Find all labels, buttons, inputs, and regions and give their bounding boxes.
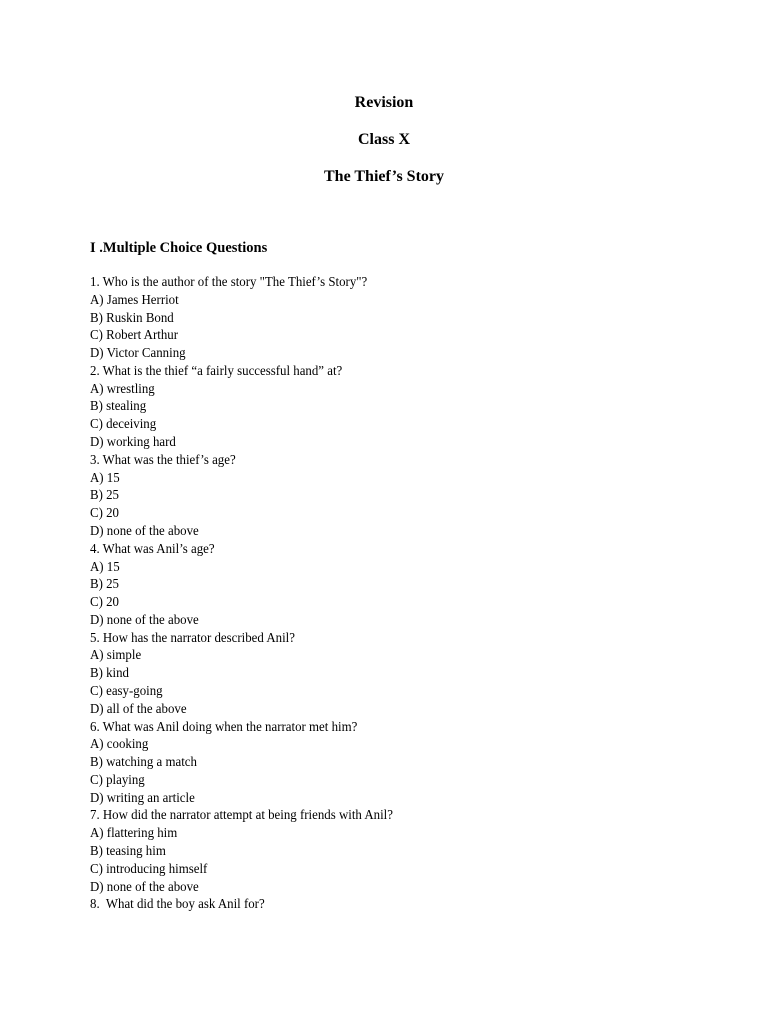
answer-option: D) working hard <box>90 435 176 451</box>
section-heading: I .Multiple Choice Questions <box>90 240 268 256</box>
answer-option: B) teasing him <box>90 844 166 859</box>
question-text: 5. How has the narrator described Anil? <box>90 630 295 646</box>
answer-option: B) stealing <box>90 399 147 415</box>
question-text: 8. What did the boy ask Anil for? <box>90 897 265 913</box>
answer-option: B) Ruskin Bond <box>90 310 174 326</box>
answer-option: C) introducing himself <box>90 861 208 877</box>
answer-option: A) cooking <box>90 737 149 753</box>
answer-option: D) none of the above <box>90 879 199 895</box>
answer-option: C) 20 <box>90 595 119 611</box>
answer-option: C) playing <box>90 772 145 788</box>
answer-option: D) none of the above <box>90 612 199 628</box>
answer-option: D) Victor Canning <box>90 346 186 362</box>
answer-option: A) simple <box>90 648 142 664</box>
answer-option: B) kind <box>90 666 129 682</box>
answer-option: C) easy-going <box>90 683 163 699</box>
document-title: Revision <box>354 94 414 111</box>
answer-option: C) 20 <box>90 506 119 522</box>
question-text: 3. What was the thief’s age? <box>90 452 236 468</box>
question-text: 7. How did the narrator attempt at being friends with Anil? <box>90 808 393 824</box>
answer-option: A) 15 <box>90 470 120 486</box>
question-list <box>90 274 660 914</box>
question-text: 1. Who is the author of the story "The Thief’s Story"? <box>90 275 368 290</box>
answer-option: A) James Herriot <box>90 292 179 308</box>
question-text: 4. What was Anil’s age? <box>90 541 215 557</box>
answer-option: A) 15 <box>90 559 120 575</box>
answer-option: C) Robert Arthur <box>90 328 179 344</box>
answer-option: D) none of the above <box>90 523 199 539</box>
question-text: 6. What was Anil doing when the narrator met him? <box>90 719 358 735</box>
class-label: Class X <box>357 131 410 148</box>
answer-option: A) wrestling <box>90 381 155 397</box>
answer-option: B) 25 <box>90 488 119 504</box>
answer-option: C) deceiving <box>90 417 157 433</box>
answer-option: D) writing an article <box>90 790 195 806</box>
answer-option: B) 25 <box>90 577 119 593</box>
question-text: 2. What is the thief “a fairly successful hand” at? <box>90 363 343 379</box>
answer-option: B) watching a match <box>90 755 197 771</box>
answer-option: D) all of the above <box>90 701 187 717</box>
story-title: The Thief’s Story <box>324 168 444 185</box>
answer-option: A) flattering him <box>90 826 178 842</box>
